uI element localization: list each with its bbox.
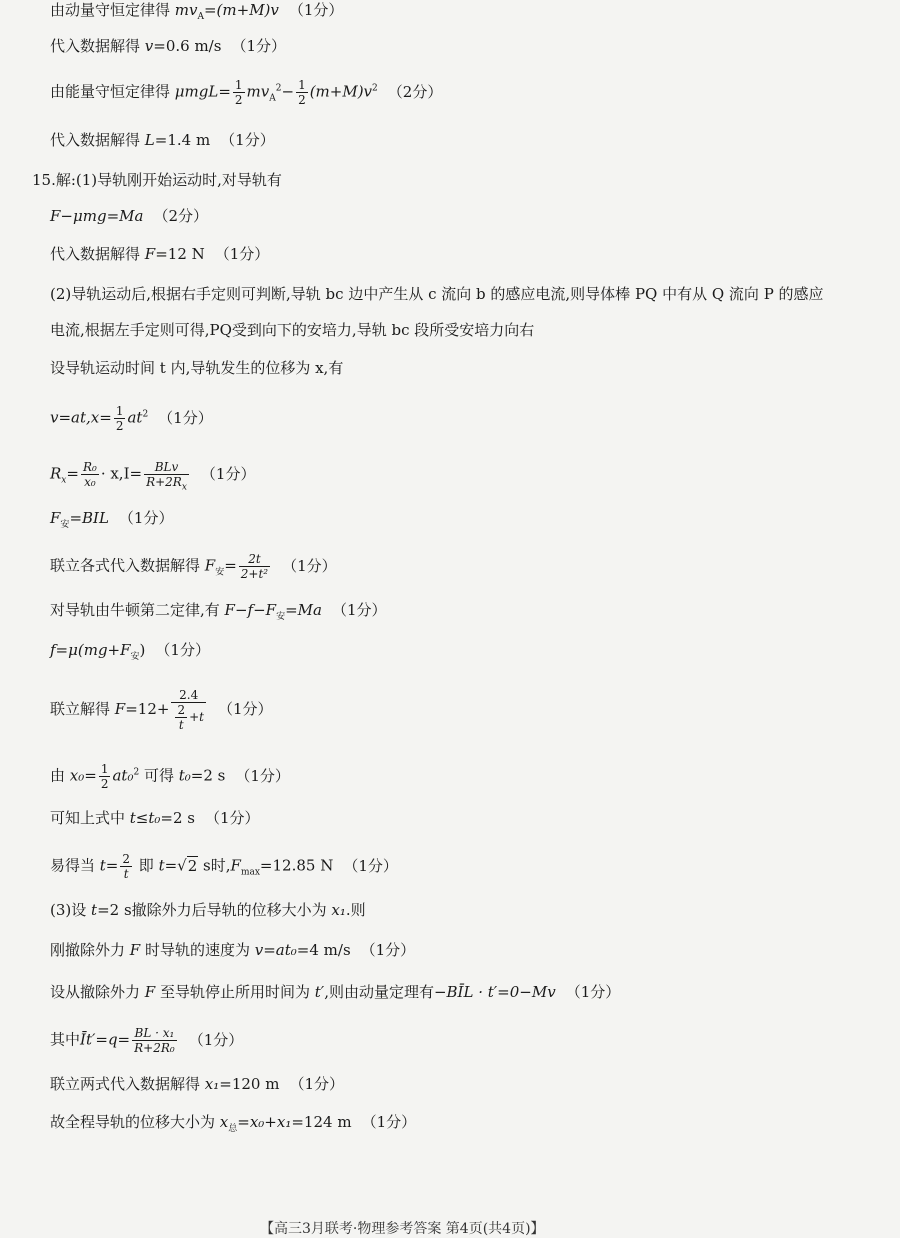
fraction: $\frac{1}{2}$ — [115, 404, 124, 433]
fraction: $\frac{\text{BLv}}{R+2R_x}$ — [146, 460, 187, 493]
line-friction: $f=\mu(mg+F_安)$ （1分） — [50, 641, 210, 662]
math: =1.4 m — [154, 131, 211, 149]
line-t-range: 可知上式中 t≤t₀=2 s （1分） — [50, 809, 260, 827]
math: mv — [246, 82, 270, 101]
line-v-result — [50, 36, 286, 56]
line-x1-result: 联立两式代入数据解得 x₁=120 m （1分） — [50, 1075, 345, 1093]
score-mark: （1分） — [158, 408, 213, 427]
score-mark: （1分） — [220, 131, 275, 149]
math: =(m+M)v — [203, 1, 279, 19]
score-mark: （1分） — [217, 700, 273, 718]
text: 解:(1)导轨刚开始运动时,对导轨有 — [55, 171, 282, 189]
score-mark: （1分） — [282, 556, 337, 575]
line-part2-a: (2)导轨运动后,根据右手定则可判断,导轨 bc 边中产生从 c 流向 b 的感应电流,则导体棒 PQ 中有从 Q 流向 P 的感应 — [50, 285, 824, 303]
line-momentum-conservation — [50, 0, 343, 20]
line-part2-c: 设导轨运动时间 t 内,导轨发生的位移为 x,有 — [50, 359, 344, 377]
line-F-ampere-solved: 联立各式代入数据解得 $F_安=$ $\frac{2t}{\text{2+t²}}$ （1分） — [50, 552, 337, 581]
score-mark: （1分） — [205, 809, 260, 827]
line-energy-conservation: 由能量守恒定律得 μmgL= $\frac{1}{2}$ $mv_A^2-$ $\frac{1}{2}$ $(m+M)v^2$ （2分） — [50, 78, 443, 107]
fraction: $\frac{1}{2}$ — [234, 78, 243, 107]
score-mark: （1分） — [214, 245, 270, 263]
line-total-displacement: 故全程导轨的位移大小为 $x_总=x_0+x_1=124$ m （1分） — [50, 1113, 417, 1134]
line-F-solved: 联立解得 F=12+ 2.4 $\frac{2}{t}$ +t （1分） — [50, 688, 273, 732]
text: 代入数据解得 — [50, 37, 145, 55]
score-mark: （1分） — [235, 766, 290, 785]
fraction: $\frac{2t}{\text{2+t²}}$ — [240, 552, 269, 581]
line-L-result — [50, 130, 275, 150]
fraction: $\frac{\text{R₀}}{\text{x₀}}$ — [82, 460, 97, 489]
text: 由能量守恒定律得 — [50, 82, 175, 101]
score-mark: （1分） — [565, 983, 621, 1001]
score-mark: （1分） — [155, 641, 210, 659]
line-F-result: 代入数据解得 F=12 N （1分） — [50, 245, 270, 263]
score-mark: （1分） — [288, 1, 344, 19]
score-mark: （1分） — [118, 509, 174, 527]
line-resistance-current: $R_x=$ $\frac{\text{R₀}}{\text{x₀}}$ · x,I= $\frac{\text{BLv}}{R+2R_x}$ （1分） — [50, 460, 256, 493]
score-mark: （1分） — [200, 464, 256, 483]
math: (m+M)v — [309, 82, 373, 101]
line-part3-intro: (3)设 t=2 s撤除外力后导轨的位移大小为 x₁.则 — [50, 901, 366, 919]
compound-fraction: 2.4 $\frac{2}{t}$ +t — [171, 688, 206, 732]
line-velocity-at-removal: 刚撤除外力 F 时导轨的速度为 v=at₀=4 m/s （1分） — [50, 941, 416, 959]
score-mark: （1分） — [188, 1030, 244, 1049]
line-newton-initial: F−μmg=Ma （2分） — [50, 207, 209, 225]
fraction: $\frac{1}{2}$ — [100, 762, 109, 791]
math: − — [281, 82, 295, 101]
line-momentum-theorem: 设从撤除外力 F 至导轨停止所用时间为 t′,则由动量定理有−BĪL · t′=0−Mv （1分） — [50, 983, 621, 1001]
page-footer: 【高三3月联考·物理参考答案 第4页(共4页)】 — [260, 1221, 545, 1237]
math: v — [144, 37, 154, 55]
line-t0: 由 x₀= $\frac{1}{2}$ at₀$^2$ 可得 t₀=2 s （1分） — [50, 762, 290, 791]
fraction: $\frac{2}{t}$ — [122, 852, 131, 881]
line-part2-b: 电流,根据左手定则可得,PQ受到向下的安培力,导轨 bc 段所受安培力向右 — [50, 321, 535, 339]
math: μmgL — [174, 82, 219, 101]
score-mark: （1分） — [289, 1075, 345, 1093]
score-mark: （2分） — [153, 207, 209, 225]
score-mark: （1分） — [361, 1113, 417, 1131]
question-15-heading — [32, 170, 282, 190]
score-mark: （1分） — [331, 601, 387, 619]
math: =0.6 m/s — [153, 37, 222, 55]
fraction: $\frac{1}{2}$ — [298, 78, 306, 107]
math: mv — [174, 1, 198, 19]
score-mark: （2分） — [387, 82, 443, 101]
text: 代入数据解得 — [50, 131, 145, 149]
text: 由动量守恒定律得 — [50, 1, 175, 19]
score-mark: （1分） — [343, 856, 398, 875]
sub: A — [197, 12, 204, 22]
line-Fmax: 易得当 t= $\frac{2}{t}$ 即 t=√2 s时$,F_{max}=12.85$ N （1分） — [50, 852, 398, 881]
line-ampere-force: $F_安=BIL$ （1分） — [50, 509, 174, 530]
fraction: $\frac{\text{BL · x₁}}{\text{R+2R₀}}$ — [134, 1026, 175, 1055]
score-mark: （1分） — [360, 941, 416, 959]
score-mark: （1分） — [231, 37, 286, 55]
line-newton-second: 对导轨由牛顿第二定律,有 $F-f-F_安=Ma$ （1分） — [50, 601, 387, 622]
math: L — [144, 131, 155, 149]
math: = — [218, 82, 231, 101]
line-kinematics: v=at,x= $\frac{1}{2}$ $at^2$ （1分） — [50, 404, 213, 433]
line-charge: 其中Īt′=q= $\frac{\text{BL · x₁}}{\text{R+2R₀}}$ （1分） — [50, 1026, 244, 1055]
question-number: 15. — [32, 171, 56, 189]
